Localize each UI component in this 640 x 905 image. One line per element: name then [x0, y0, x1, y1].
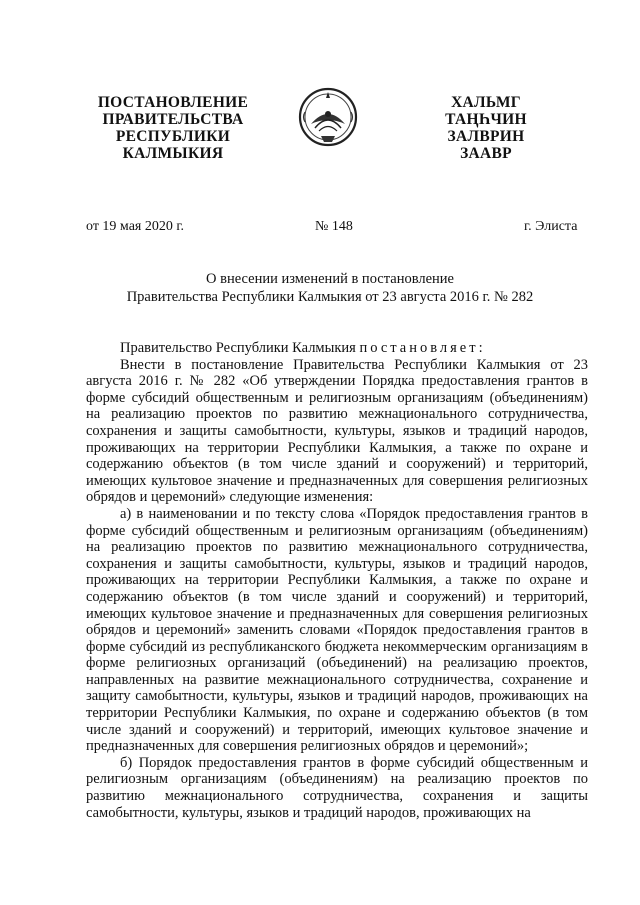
header-left-line: РЕСПУБЛИКИ [115, 128, 231, 145]
document-title-line: Правительства Республики Калмыкия от 23 августа 2016 г. № 282 [126, 289, 534, 305]
document-city: г. Элиста [524, 219, 578, 234]
header-right-line: ХАЛЬМГ [451, 94, 521, 111]
body-paragraph-1: Внести в постановление Правительства Республики Калмыкия от 23 августа 2016 г. № 282 «Об утверждении Порядка предоставления грантов в форме субсидий общественным и религиозным организациям (объединениям) на реализацию проектов по развитию межнационального сотрудничества, сохранения и защиты самобытности, культуры, языков и традиций народов, проживающих на территории Республики Калмыкия, а также по охране и содержанию объектов (в том числе зданий и сооружений) и территорий, имеющих культовое значение и предназначенных для совершения религиозных обрядов и церемоний» следующие изменения: [86, 356, 588, 506]
kalmykia-coat-of-arms-icon [297, 84, 359, 150]
header-left-line: ПРАВИТЕЛЬСТВА [102, 111, 244, 128]
header-right-title [416, 94, 556, 162]
intro-suffix: : [478, 340, 483, 356]
document-title-line: О внесении изменений в постановление [206, 271, 454, 287]
header-left-title [78, 94, 268, 162]
header-right-line: ЗАЛВРИН [447, 128, 525, 145]
header-right-line: ЗААВР [460, 145, 512, 162]
document-number: № 148 [315, 219, 353, 234]
header-left-line: ПОСТАНОВЛЕНИЕ [97, 94, 249, 111]
document-date: от 19 мая 2020 г. [86, 219, 185, 234]
document-body [86, 340, 588, 821]
header-left-line: КАЛМЫКИЯ [122, 145, 224, 162]
intro-paragraph [86, 340, 588, 357]
intro-keyword: постановляет [359, 340, 479, 356]
document-title [60, 270, 600, 306]
header-right-line: ТАҢҺЧИН [445, 111, 527, 128]
body-paragraph-3: б) Порядок предоставления грантов в форме субсидий общественным и религиозным организациям (объединениям) на реализацию проектов по развитию межнационального сотрудничества, сохранения и защиты самобытности, культуры, языков и традиций народов, проживающих на [86, 754, 588, 821]
intro-prefix: Правительство Республики Калмыкия [120, 340, 360, 356]
body-paragraph-2: а) в наименовании и по тексту слова «Порядок предоставления грантов в форме субсидий общественным и религиозным организациям (объединениям) на реализацию проектов по развитию межнационального сотрудничества, сохранения и защиты самобытности, культуры, языков и традиций народов, проживающих на территории Республики Калмыкия, а также по охране и содержанию объектов (в том числе зданий и сооружений) и территорий, имеющих культовое значение и предназначенных для совершения религиозных обрядов и церемоний» заменить словами «Порядок предоставления грантов в форме субсидий из республиканского бюджета некоммерческим организациям в форме религиозных организаций (объединений) на реализацию проектов, направленных на развитие межнационального сотрудничества, сохранение и защиту самобытности, культуры, языков и традиций народов, проживающих на территории Республики Калмыкия, по охране и содержанию объектов (в том числе зданий и сооружений) и территорий, имеющих культовое значение и предназначенных для совершения религиозных обрядов и церемоний»; [86, 505, 588, 755]
